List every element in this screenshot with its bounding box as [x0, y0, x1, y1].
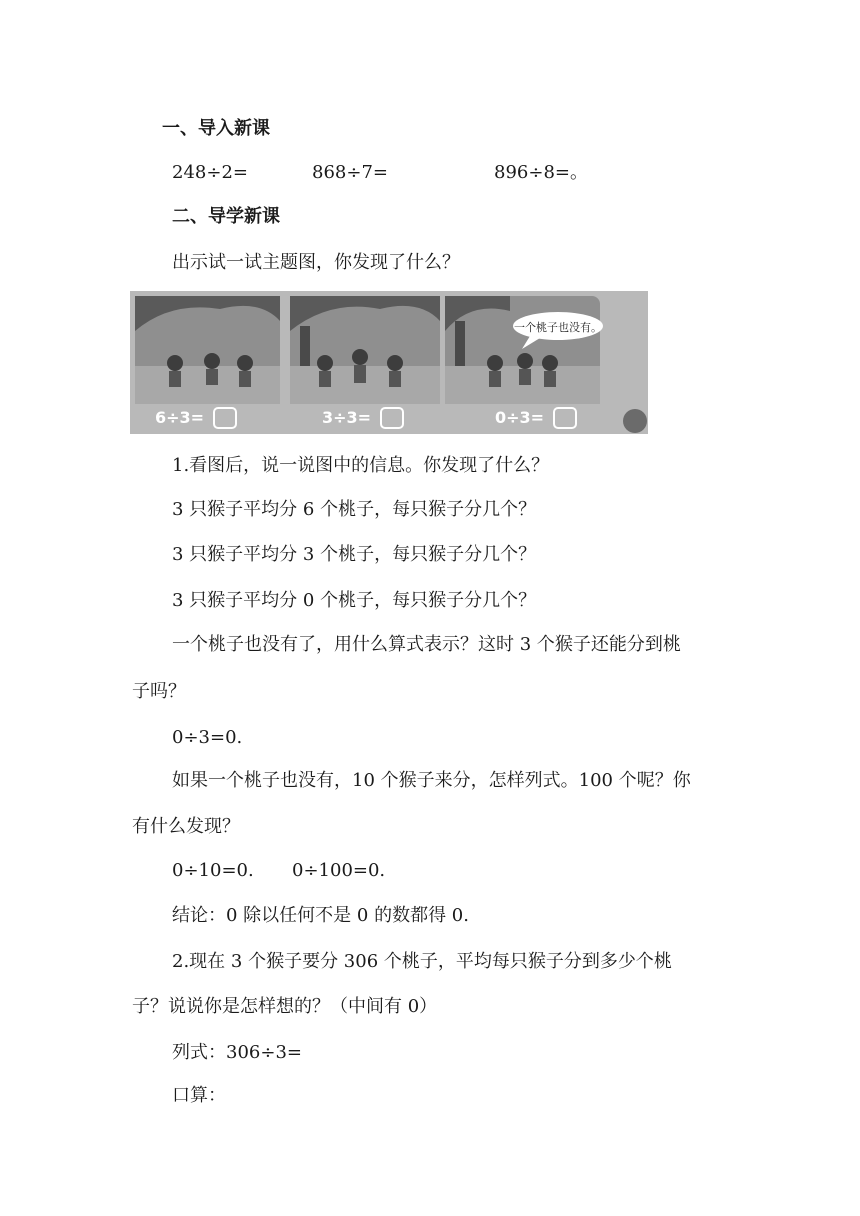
paragraph-ten-monkeys-line1: 如果一个桃子也没有，10 个猴子来分，怎样列式。100 个呢？你 — [172, 770, 691, 791]
paragraph-question-2-line1: 2.现在 3 个猴子要分 306 个桃子，平均每只猴子分到多少个桃 — [172, 951, 672, 972]
review-equation-1: 248÷2= — [172, 162, 248, 183]
review-equation-2: 868÷7= — [312, 162, 388, 183]
section2-heading: 二、导学新课 — [172, 206, 280, 227]
paragraph-case-6: 3 只猴子平均分 6 个桃子，每只猴子分几个？ — [172, 499, 537, 520]
monkey-icon — [352, 349, 368, 365]
illustration-panel-1 — [135, 296, 280, 404]
equation-zero-div-100: 0÷100=0. — [292, 860, 386, 881]
monkey-icon — [623, 409, 647, 433]
monkey-icon — [317, 355, 333, 371]
monkey-peach-illustration — [130, 291, 648, 434]
paragraph-case-0: 3 只猴子平均分 0 个桃子，每只猴子分几个？ — [172, 590, 537, 611]
equation-zero-div-3: 0÷3=0. — [172, 727, 243, 748]
monkey-icon — [167, 355, 183, 371]
paragraph-case-3: 3 只猴子平均分 3 个桃子，每只猴子分几个？ — [172, 544, 537, 565]
paragraph-question-1: 1.看图后，说一说图中的信息。你发现了什么？ — [172, 455, 550, 476]
speech-bubble-text: 一个桃子也没有。 — [514, 321, 602, 334]
section1-heading: 一、导入新课 — [162, 118, 270, 139]
paragraph-ten-monkeys-line2: 有什么发现？ — [132, 816, 240, 837]
panel-3-caption: 0÷3= — [495, 408, 545, 427]
paragraph-zero-question-line1: 一个桃子也没有了，用什么算式表示？这时 3 个猴子还能分到桃 — [172, 634, 681, 655]
section2-intro: 出示试一试主题图，你发现了什么？ — [172, 252, 460, 273]
monkey-icon — [542, 355, 558, 371]
monkey-icon — [487, 355, 503, 371]
paragraph-question-2-line2: 子？说说你是怎样想的？（中间有 0） — [132, 996, 438, 1017]
equation-zero-div-10: 0÷10=0. — [172, 860, 254, 881]
illustration-panel-3 — [445, 296, 603, 404]
panel-1-caption: 6÷3= — [155, 408, 205, 427]
monkey-icon — [237, 355, 253, 371]
monkey-icon — [387, 355, 403, 371]
paragraph-zero-question-line2: 子吗？ — [132, 681, 186, 702]
panel-2-caption: 3÷3= — [322, 408, 372, 427]
equation-list: 列式：306÷3= — [172, 1042, 302, 1063]
illustration-panel-2 — [290, 296, 440, 404]
review-equation-3: 896÷8=。 — [494, 162, 588, 183]
monkey-icon — [517, 353, 533, 369]
mental-calculation-label: 口算： — [172, 1085, 226, 1106]
monkey-icon — [204, 353, 220, 369]
conclusion: 结论：0 除以任何不是 0 的数都得 0. — [172, 905, 469, 926]
